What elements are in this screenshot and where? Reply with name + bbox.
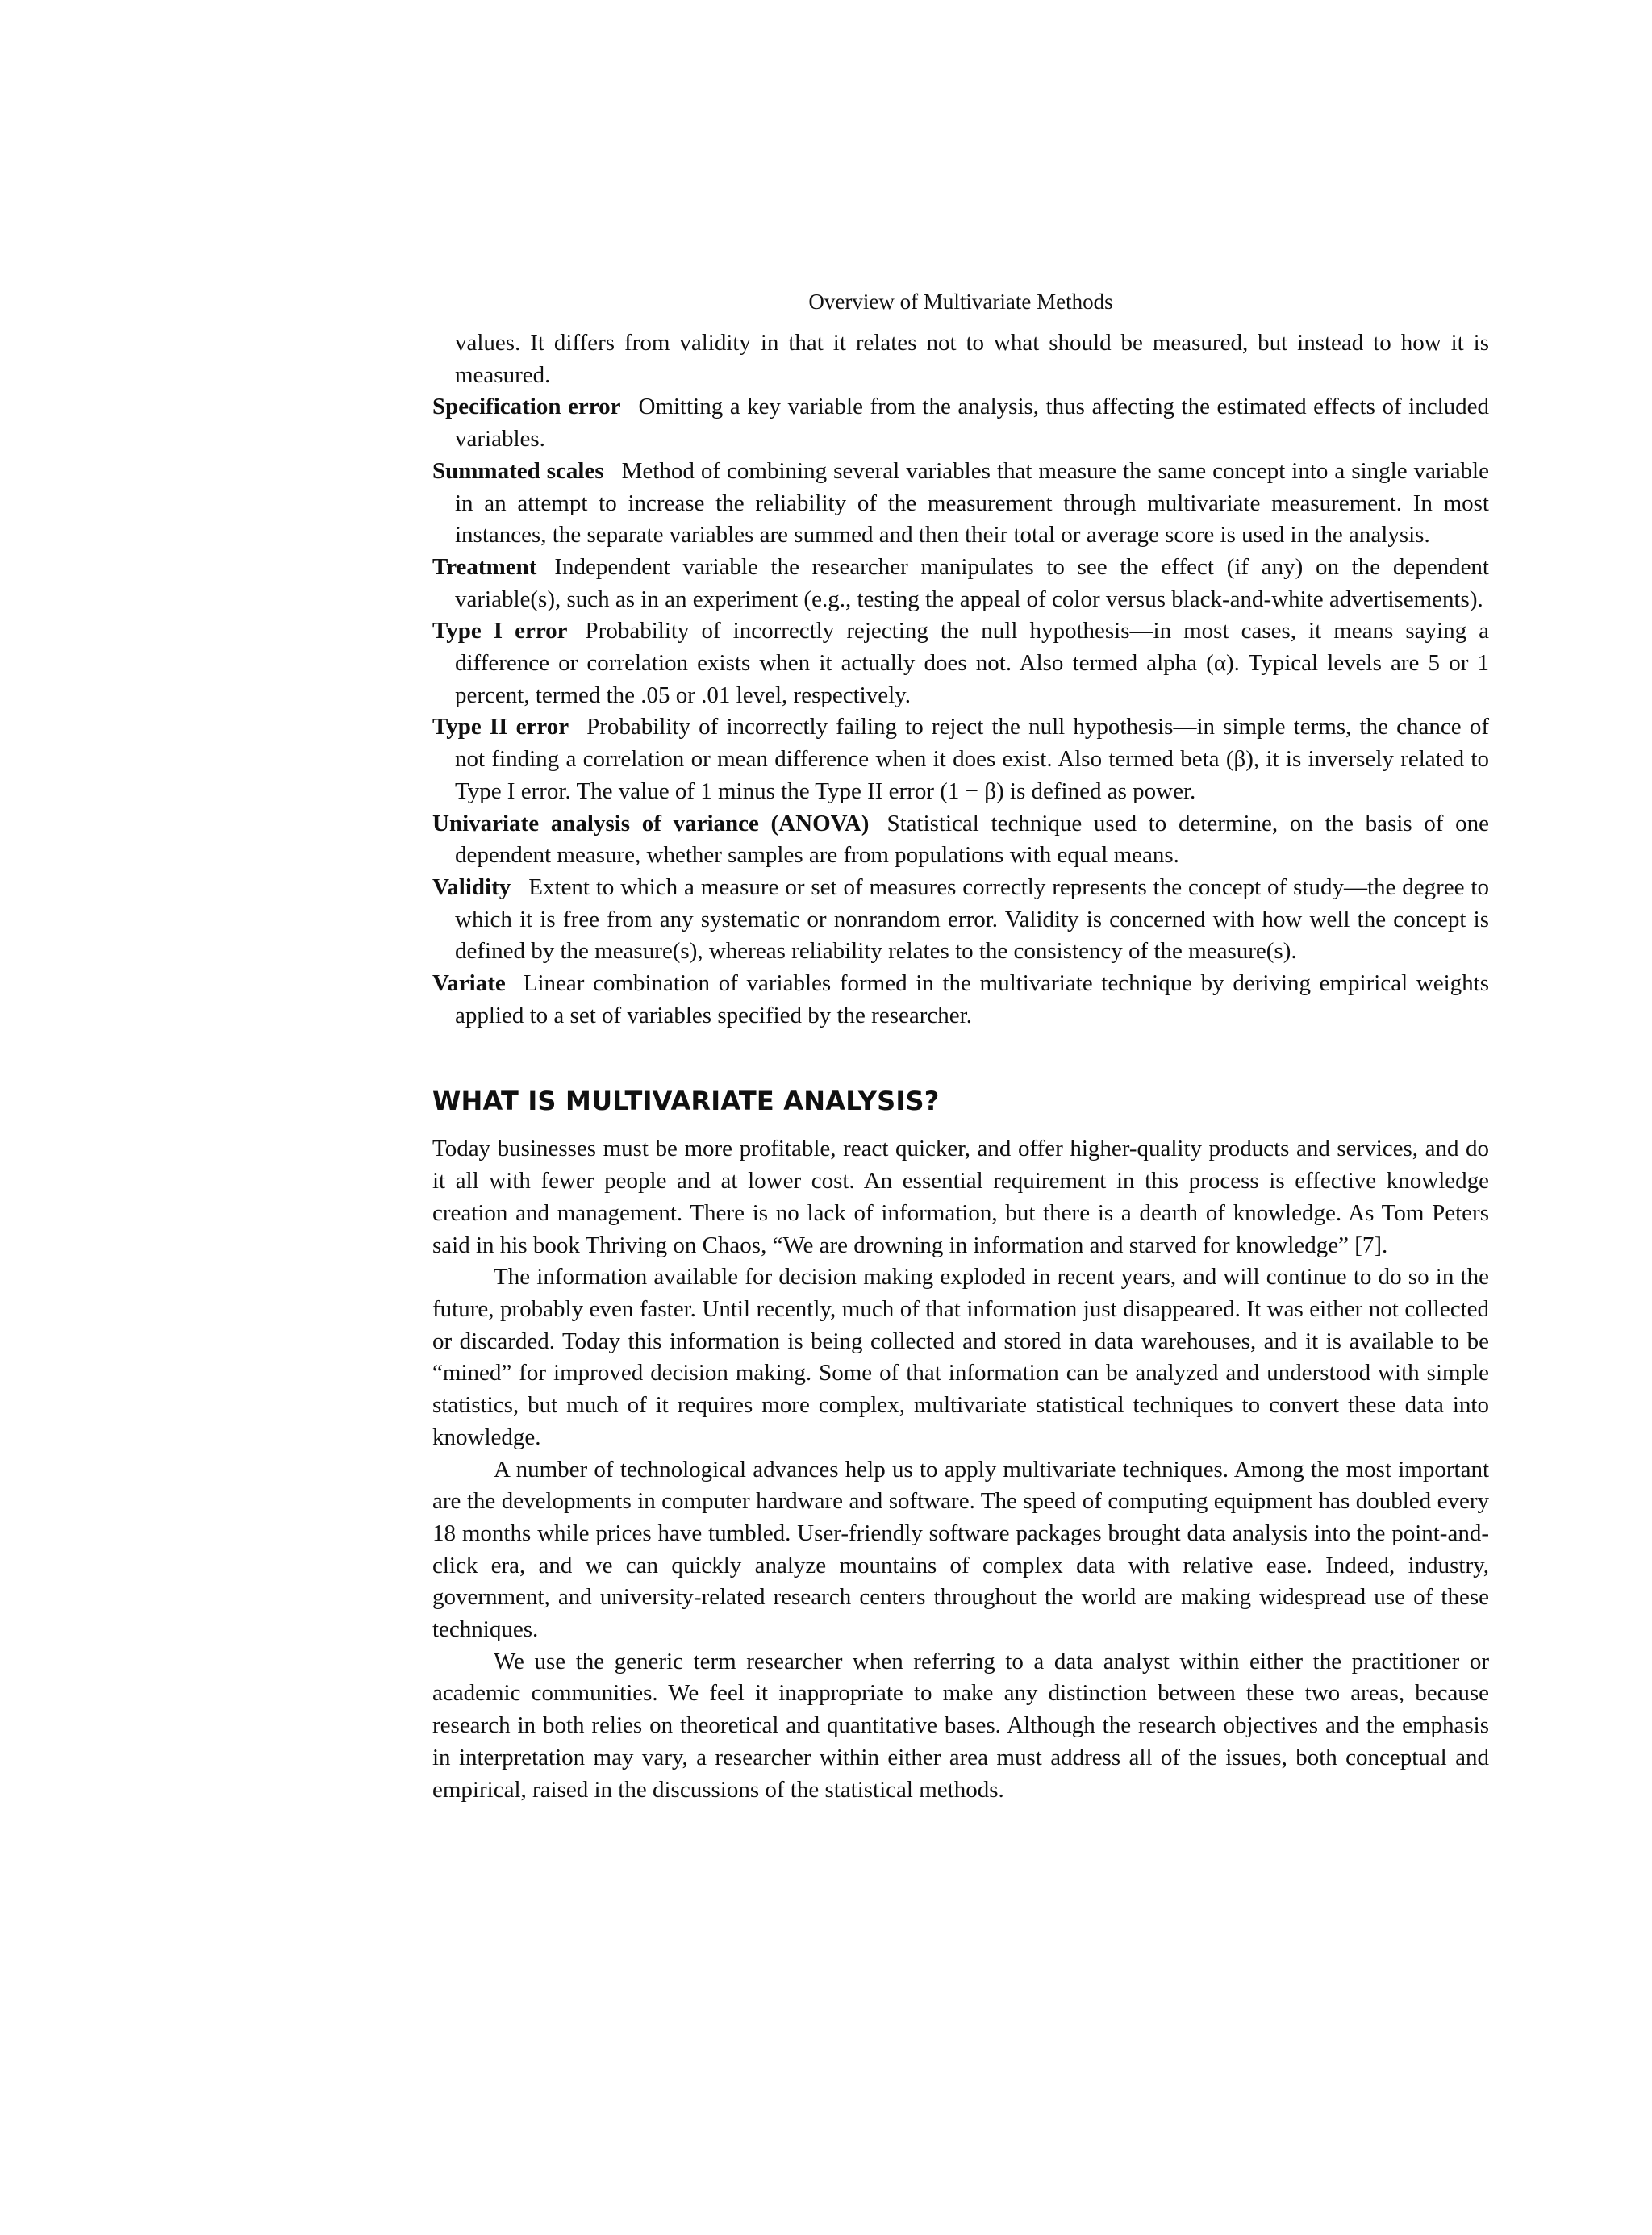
document-page <box>432 287 1489 1806</box>
body-paragraph: The information available for decision making exploded in recent years, and will continue to do so in the future, probably even faster. Until recently, much of that information just disappeared. It was either not collected or discarded. Today this information is being collected and stored in data warehouses, and it is available to be “mined” for improved decision making. Some of that information can be analyzed and understood with simple statistics, but much of it requires more complex, multivariate statistical techniques to convert these data into knowledge. <box>432 1264 1489 1450</box>
section-body <box>432 1133 1489 1806</box>
glossary-entry <box>432 615 1489 711</box>
glossary-definition: Method of combining several variables that measure the same concept into a single variable in an attempt to increase the reliability of the measurement through multivariate measurement. In most instances, the separate variables are summed and then their total or average score is used in the analysis. <box>455 457 1489 548</box>
glossary-term: Univariate analysis of variance (ANOVA) <box>432 810 870 836</box>
glossary-entry <box>432 711 1489 807</box>
body-paragraph: A number of technological advances help us to apply multivariate techniques. Among the most important are the developments in computer hardware and software. The speed of computing equipment has doubled every 18 months while prices have tumbled. User-friendly software packages brought data analysis into the point-and-click era, and we can quickly analyze mountains of complex data with relative ease. Indeed, industry, government, and university-related research centers throughout the world are making widespread use of these techniques. <box>432 1456 1489 1643</box>
glossary-definition: Probability of incorrectly rejecting the null hypothesis—in most cases, it means saying a difference or correlation exists when it actually does not. Also termed alpha (α). Typical levels are 5 or 1 percent, termed the .05 or .01 level, respectively. <box>455 618 1489 708</box>
glossary-term: Variate <box>432 970 506 997</box>
glossary-term: Validity <box>432 874 511 900</box>
glossary-term: Type I error <box>432 618 568 644</box>
section-heading: WHAT IS MULTIVARIATE ANALYSIS? <box>432 1086 940 1117</box>
glossary-term: Type II error <box>432 714 569 740</box>
glossary-entry <box>432 391 1489 455</box>
glossary-definition: Statistical technique used to determine, on the basis of one dependent measure, whether samples are from populations with equal means. <box>455 810 1490 869</box>
running-head: Overview of Multivariate Methods <box>808 290 1113 314</box>
glossary-term: Specification error <box>432 394 621 420</box>
glossary-definition: Extent to which a measure or set of measures correctly represents the concept of study—the degree to which it is free from any systematic or nonrandom error. Validity is concerned with how well the concept is defined by the measure(s), whereas reliability relates to the consistency of the measure(s). <box>455 874 1489 965</box>
glossary-entry <box>432 456 1489 552</box>
glossary-entry <box>432 968 1489 1032</box>
glossary <box>432 327 1489 1032</box>
glossary-entry <box>432 872 1489 968</box>
glossary-entry <box>432 552 1489 615</box>
glossary-continuation: values. It differs from validity in that it relates not to what should be measured, but instead to how it is measured. <box>455 330 1489 388</box>
glossary-definition: Probability of incorrectly failing to reject the null hypothesis—in simple terms, the chance of not finding a correlation or mean difference when it does exist. Also termed beta (β), it is inversely related to Type I error. The value of 1 minus the Type II error (1 − β) is defined as power. <box>455 714 1489 804</box>
body-paragraph: We use the generic term researcher when referring to a data analyst within either the practitioner or academic communities. We feel it inappropriate to make any distinction between these two areas, because research in both relies on theoretical and quantitative bases. Although the research objectives and the emphasis in interpretation may vary, a researcher within either area must address all of the issues, both conceptual and empirical, raised in the discussions of the statistical methods. <box>432 1648 1489 1803</box>
glossary-definition: Independent variable the researcher manipulates to see the effect (if any) on the dependent variable(s), such as in an experiment (e.g., testing the appeal of color versus black-and-white advertisements). <box>455 553 1489 612</box>
glossary-term: Treatment <box>432 553 537 580</box>
glossary-entry <box>432 808 1489 872</box>
glossary-definition: Omitting a key variable from the analysis, thus affecting the estimated effects of included variables. <box>455 394 1489 452</box>
glossary-term: Summated scales <box>432 457 604 484</box>
glossary-definition: Linear combination of variables formed in the multivariate technique by deriving empirical weights applied to a set of variables specified by the researcher. <box>455 970 1489 1028</box>
body-paragraph: Today businesses must be more profitable, react quicker, and offer higher-quality products and services, and do it all with fewer people and at lower cost. An essential requirement in this process is effective knowledge creation and management. There is no lack of information, but there is a dearth of knowledge. As Tom Peters said in his book Thriving on Chaos, “We are drowning in information and starved for knowledge” [7]. <box>432 1136 1489 1258</box>
